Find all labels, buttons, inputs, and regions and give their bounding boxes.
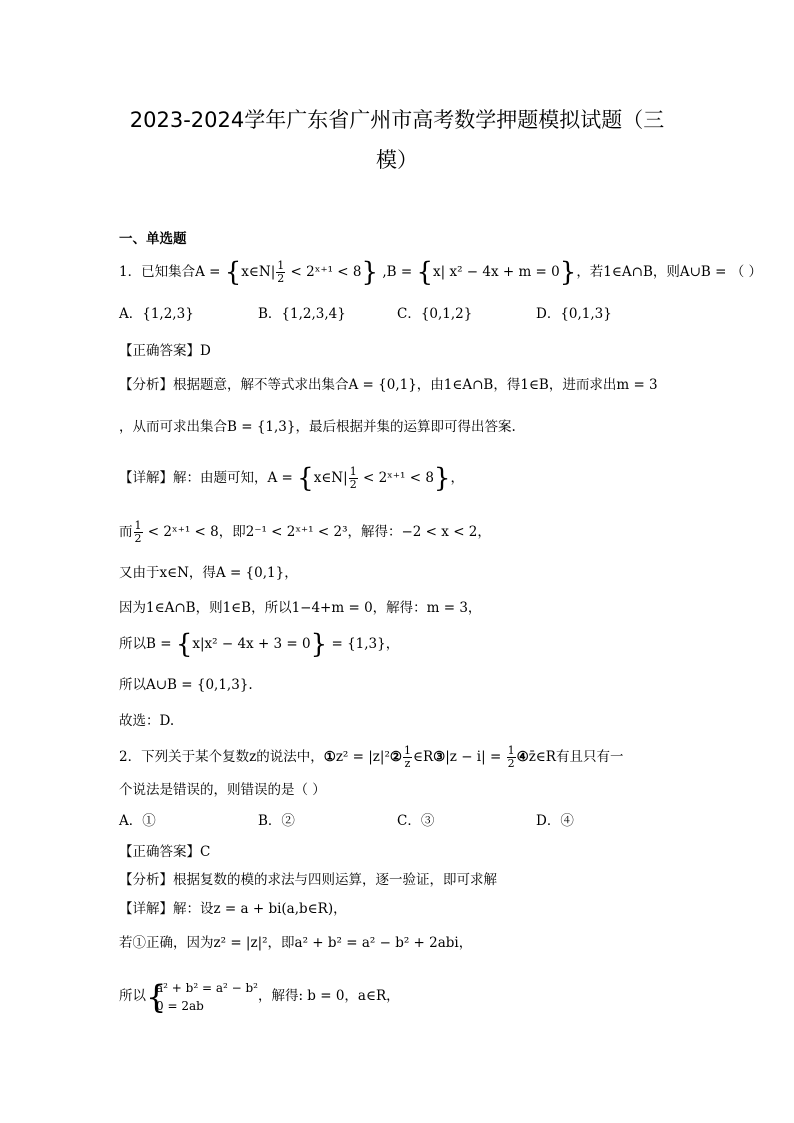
q1-answer: 【正确答案】D — [119, 343, 211, 359]
q1-option-c: C．{0,1,2} — [397, 306, 473, 322]
circled-4: ④ — [516, 749, 529, 765]
q1-option-d: D．{0,1,3} — [536, 306, 612, 322]
q2-line-system: 所以 { a² + b² = a² − b² 0 = 2ab ，解得: b = 0，a∈R， — [119, 972, 679, 1020]
q1-stem: 1．已知集合A = {x∈N| $\frac{1}{2}$ < 2ˣ⁺¹ < 8} ,B = {x| x² − 4x + m = 0}，若1∈A∩B，则A∪B = （ ） — [119, 257, 763, 288]
title-line-1: 2023-2024学年广东省广州市高考数学押题模拟试题（三 — [129, 108, 665, 132]
q1-detail: 【详解】解：由题可知，A = {x∈N| $\frac{1}{2}$ < 2ˣ⁺¹ < 8}， — [119, 463, 464, 494]
section-heading: 一、单选题 — [119, 231, 187, 247]
q2-answer: 【正确答案】C — [119, 844, 211, 860]
q1-line-choose: 故选：D. — [119, 713, 175, 729]
page-title — [110, 100, 684, 180]
q2-option-d: D．④ — [536, 813, 574, 829]
q1-line-er: 而 $\frac{1}{2}$ < 2ˣ⁺¹ < 8，即2⁻¹ < 2ˣ⁺¹ < 2³，解得：−2 < x < 2， — [119, 519, 491, 545]
q1-option-b: B．{1,2,3,4} — [258, 306, 346, 322]
q1-fraction: $\frac{1}{2}$ — [277, 259, 285, 285]
q1-analysis-1: 【分析】根据题意，解不等式求出集合A = {0,1}，由1∈A∩B，得1∈B，进而求出m = 3 — [119, 377, 658, 393]
q2-option-c: C．③ — [397, 813, 435, 829]
q2-option-a: A．① — [119, 813, 156, 829]
q2-line-if: 若①正确，因为z² = |z|²，即a² + b² = a² − b² + 2abi， — [119, 935, 473, 951]
circled-2: ② — [389, 749, 402, 765]
circled-3: ③ — [433, 749, 446, 765]
q1-analysis-2: ，从而可求出集合B = {1,3}，最后根据并集的运算即可得出答案. — [119, 419, 516, 435]
q1-line-union: 所以A∪B = {0,1,3}. — [119, 677, 253, 693]
q2-stem-line2: 个说法是错误的，则错误的是（ ） — [119, 782, 326, 798]
q2-analysis: 【分析】根据复数的模的求法与四则运算，逐一验证，即可求解 — [119, 872, 497, 888]
q1-option-a: A．{1,2,3} — [119, 306, 194, 322]
q1-line-b: 所以B = {x|x² − 4x + 3 = 0} = {1,3}， — [119, 629, 400, 660]
circled-1: ① — [323, 749, 336, 765]
title-line-2: 模） — [376, 148, 418, 172]
q1-line-you: 又由于x∈N，得A = {0,1}， — [119, 565, 298, 581]
q2-detail: 【详解】解：设z = a + bi(a,b∈R)， — [119, 901, 347, 917]
q2-option-b: B．② — [258, 813, 295, 829]
equation-system: { a² + b² = a² − b² 0 = 2ab — [146, 979, 258, 1015]
q2-stem: 2．下列关于某个复数z的说法中，①z² = |z|²② $\frac{1}{z}$ ∈R③|z − i| = $\frac{1}{2}$ ④z̄∈R有且只有一 — [119, 744, 624, 770]
q1-line-yin: 因为1∈A∩B，则1∈B，所以1−4+m = 0，解得：m = 3， — [119, 600, 482, 616]
